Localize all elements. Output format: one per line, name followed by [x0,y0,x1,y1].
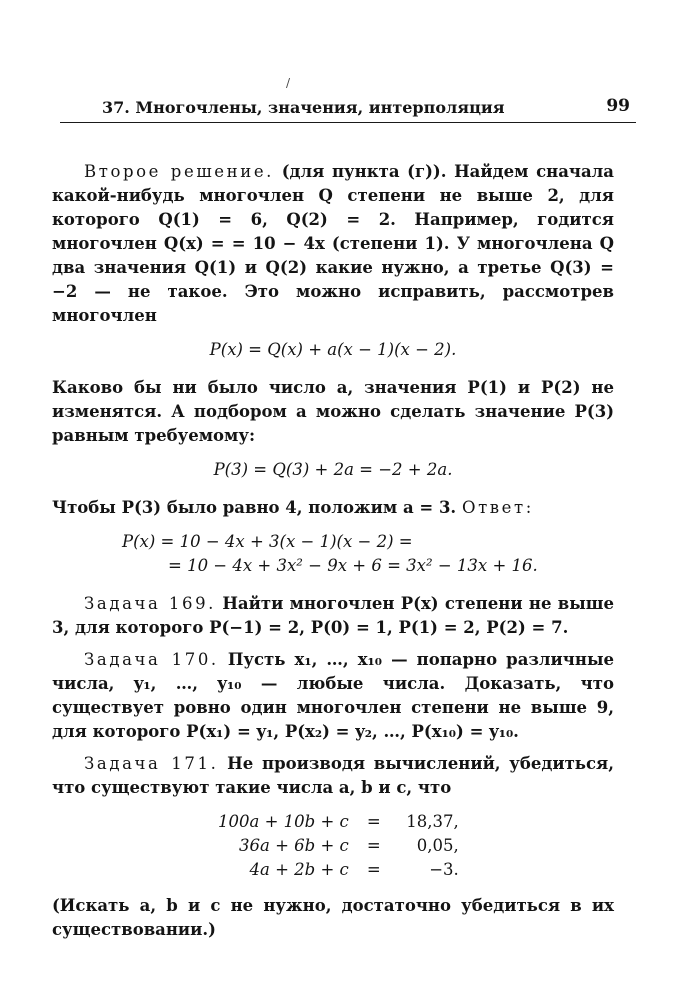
formula-p-of-3: P(3) = Q(3) + 2a = −2 + 2a. [213,460,453,479]
equation-row [212,834,465,858]
task-170 [52,648,614,744]
equation-eq: = [366,812,381,831]
task-171-text: Не производя вычислений, убедиться, что существуют такие числа a, b и c, что [52,754,614,797]
equation-row [212,858,465,882]
task-170-text: Пусть x₁, …, x₁₀ — попарно различные числа, y₁, …, y₁₀ — любые числа. Доказать, что существует ровно один многочлен степени не выше 9, для которого P(x₁) = y₁, P(x₂) = y₂, …, P(x₁₀) = y₁₀. [52,650,614,741]
equation-lhs: 100a + 10b + c [218,812,349,831]
equation-rhs: 18,37, [406,812,459,831]
paragraph-any-a: Каково бы ни было число a, значения P(1) и P(2) не изменятся. А подбором a можно сделать значение P(3) равным требуемому: [52,378,614,445]
running-title: 37. Многочлены, значения, интерполяция [102,98,505,117]
task-171-label: Задача 171. [84,754,219,773]
formula-answer-line-1: P(x) = 10 − 4x + 3(x − 1)(x − 2) = [122,532,413,551]
equation-rhs: 0,05, [416,836,459,855]
second-solution-label: Второе решение. [84,162,275,181]
equation-lhs: 36a + 6b + c [239,836,349,855]
equation-rhs: −3. [429,860,459,879]
task-169-label: Задача 169. [84,594,217,613]
equation-eq: = [366,836,381,855]
stray-mark: / [286,76,291,90]
second-solution-text: (для пункта (г)). Найдем сначала какой-нибудь многочлен Q степени не выше 2, для которого Q(1) = 6, Q(2) = 2. Например, годится многочлен Q(x) = = 10 − 4x (степени 1). У многочлена Q два значения Q(1) и Q(2) какие нужно, а третье Q(3) = −2 — не такое. Это можно исправить, рассмотрев многочлен [52,162,615,325]
formula-answer-line-2: = 10 − 4x + 3x² − 9x + 6 = 3x² − 13x + 16. [168,556,538,575]
equation-system [212,810,465,882]
closing-note: (Искать a, b и c не нужно, достаточно убедиться в их существовании.) [52,896,614,939]
task-169-text: Найти многочлен P(x) степени не выше 3, для которого P(−1) = 2, P(0) = 1, P(1) = 2, P(2) = 7. [52,594,614,637]
page-number: 99 [606,96,630,116]
paragraph-answer [52,496,614,520]
equation-row [212,810,465,834]
page-body [52,160,614,950]
paragraph-second-solution [52,160,614,328]
task-170-label: Задача 170. [84,650,219,669]
task-169 [52,592,614,640]
task-171 [52,752,614,800]
page-header [60,96,636,123]
answer-lead-text: Чтобы P(3) было равно 4, положим a = 3. [52,498,457,517]
answer-label: Ответ: [461,498,534,517]
formula-p-of-x: P(x) = Q(x) + a(x − 1)(x − 2). [209,340,457,359]
equation-eq: = [366,860,381,879]
equation-lhs: 4a + 2b + c [249,860,349,879]
formula-answer [52,530,614,578]
